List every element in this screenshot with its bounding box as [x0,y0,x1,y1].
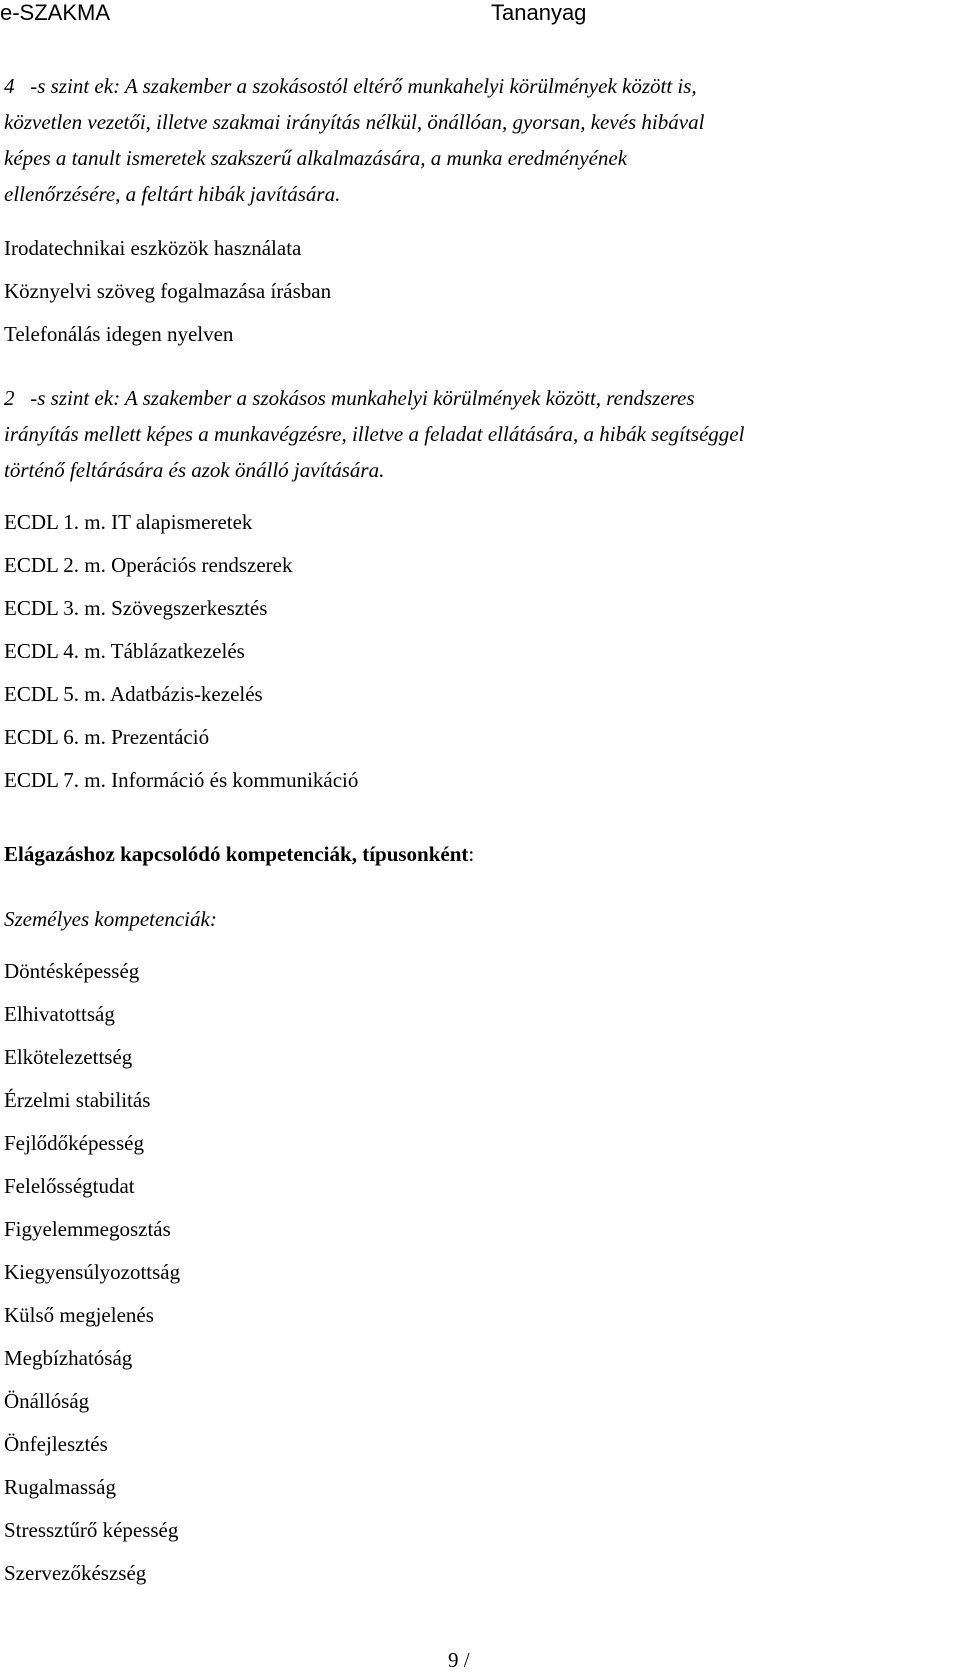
level-4-line: közvetlen vezetői, illetve szakmai irányítás nélkül, önállóan, gyorsan, kevés hibával [4,110,705,134]
competency-item: Stressztűrő képesség [4,1518,179,1542]
competency-item: Külső megjelenés [4,1303,154,1327]
level-2-description [4,380,930,488]
level-4-line: képes a tanult ismeretek szakszerű alkalmazására, a munka eredményének [4,146,628,170]
branch-competencies-title [4,840,474,868]
competency-item: Kiegyensúlyozottság [4,1260,181,1284]
competency-item: Felelősségtudat [4,1174,135,1198]
ecdl-module-item: ECDL 7. m. Információ és kommunikáció [4,768,359,792]
level-2-line: 2 -s szint ek: A szakember a szokásos munkahelyi körülmények között, rendszeres [4,386,695,410]
level-4-item: Irodatechnikai eszközök használata [4,236,302,260]
ecdl-module-item: ECDL 2. m. Operációs rendszerek [4,553,293,577]
header-brand: e-SZAKMA [0,0,111,25]
header-section: Tananyag [491,0,587,25]
level-4-line: 4 -s szint ek: A szakember a szokásostól eltérő munkahelyi körülmények között is, [4,74,697,98]
competency-item: Elhivatottság [4,1002,115,1026]
page-header [0,0,960,30]
level-4-item: Köznyelvi szöveg fogalmazása írásban [4,279,332,303]
competency-item: Szervezőkészség [4,1561,147,1585]
branch-title-colon: : [468,842,475,866]
competency-item: Figyelemmegosztás [4,1217,171,1241]
competency-item: Rugalmasság [4,1475,116,1499]
level-4-description [4,68,930,212]
level-2-line: irányítás mellett képes a munkavégzésre, illetve a feladat ellátására, a hibák segítséggel [4,422,745,446]
competency-item: Önfejlesztés [4,1432,108,1456]
competency-item: Megbízhatóság [4,1346,133,1370]
ecdl-module-item: ECDL 5. m. Adatbázis-kezelés [4,682,263,706]
competency-item: Elkötelezettség [4,1045,133,1069]
ecdl-module-item: ECDL 6. m. Prezentáció [4,725,210,749]
ecdl-module-item: ECDL 1. m. IT alapismeretek [4,510,253,534]
ecdl-module-item: ECDL 4. m. Táblázatkezelés [4,639,245,663]
level-2-line: történő feltárására és azok önálló javítására. [4,458,385,482]
level-4-line: ellenőrzésére, a feltárt hibák javítására. [4,182,341,206]
competency-item: Döntésképesség [4,959,140,983]
level-4-item: Telefonálás idegen nyelven [4,322,234,346]
personal-competencies-heading: Személyes kompetenciák: [4,907,217,931]
competency-item: Önállóság [4,1389,90,1413]
competency-item: Érzelmi stabilitás [4,1088,151,1112]
page-number: 9 / [448,1648,470,1672]
competency-item: Fejlődőképesség [4,1131,144,1155]
ecdl-module-item: ECDL 3. m. Szövegszerkesztés [4,596,268,620]
branch-title-text: Elágazáshoz kapcsolódó kompetenciák, típusonként [4,842,469,866]
